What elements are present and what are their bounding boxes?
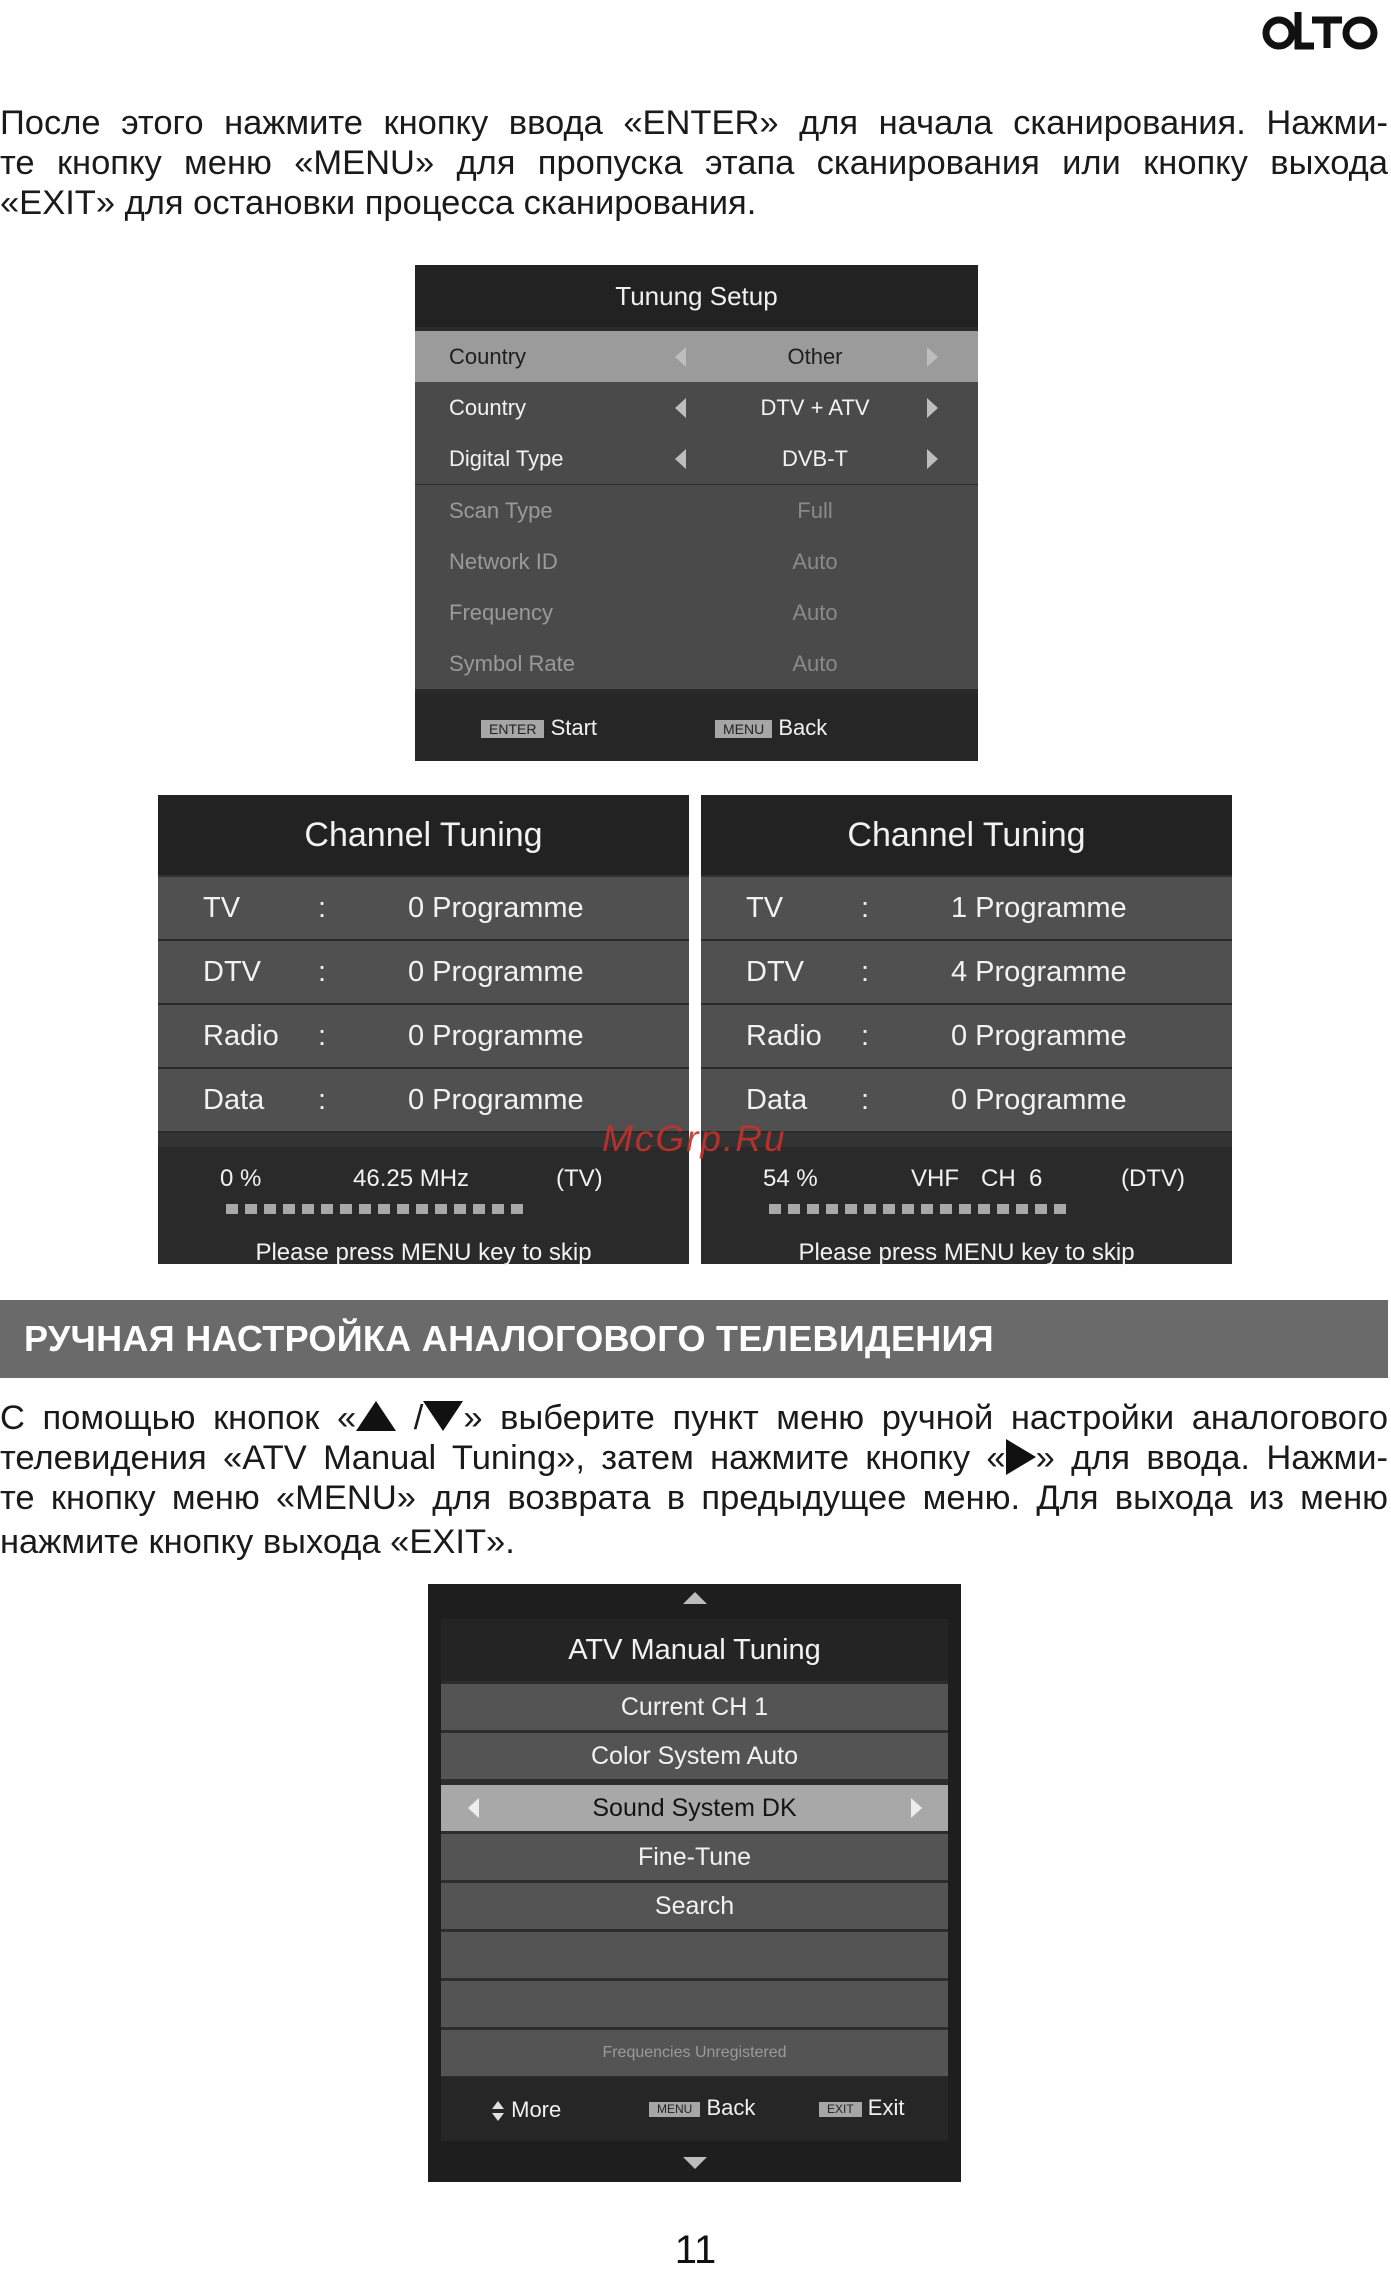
tune-type-row[interactable] <box>415 382 978 435</box>
row-sep: : <box>861 1020 870 1052</box>
dtv-count-row <box>158 941 689 1005</box>
row-key: Radio <box>746 1020 822 1052</box>
progress-segment <box>454 1204 466 1214</box>
menu-back-hint[interactable] <box>715 715 827 741</box>
row-value: 1 Programme <box>951 892 1127 924</box>
row-value: 0 Programme <box>408 1084 584 1116</box>
progress-segment <box>864 1204 876 1214</box>
scan-mode: (DTV) <box>1121 1165 1185 1192</box>
tuning-setup-title: Tunung Setup <box>415 265 978 327</box>
text-fragment: телевидения «ATV Manual Tuning», затем нажмите кнопку « <box>0 1439 1006 1477</box>
empty-item <box>441 1978 948 2027</box>
progress-segment <box>1016 1204 1028 1214</box>
progress-segment <box>978 1204 990 1214</box>
scan-frequency: 46.25 MHz <box>353 1165 470 1192</box>
scan-progress-bar <box>769 1204 1066 1214</box>
row-value: Auto <box>792 600 838 625</box>
progress-segment <box>397 1204 409 1214</box>
progress-segment <box>492 1204 504 1214</box>
page-number: 11 <box>674 2228 717 2272</box>
scan-status <box>701 1147 1232 1264</box>
scan-band: VHF <box>911 1165 959 1192</box>
exit-hint[interactable] <box>819 2095 904 2121</box>
row-value: DTV + ATV <box>760 395 870 420</box>
item-label: Sound System DK <box>592 1794 797 1822</box>
row-value: 0 Programme <box>951 1020 1127 1052</box>
progress-segment <box>435 1204 447 1214</box>
intro-line: «EXIT» для остановки процесса сканирования. <box>0 184 757 222</box>
progress-segment <box>921 1204 933 1214</box>
atv-manual-tuning-panel <box>428 1584 961 2182</box>
up-arrow-icon <box>356 1401 396 1431</box>
network-id-row <box>415 536 978 589</box>
channel-tuning-title: Channel Tuning <box>701 795 1232 875</box>
row-value: 0 Programme <box>951 1084 1127 1116</box>
progress-segment <box>245 1204 257 1214</box>
progress-segment <box>959 1204 971 1214</box>
right-arrow-icon[interactable] <box>927 449 938 469</box>
more-label: More <box>511 2097 562 2122</box>
row-label: Frequency <box>449 600 553 625</box>
back-label: Back <box>706 2095 756 2120</box>
row-key: Radio <box>203 1020 279 1052</box>
tv-count-row <box>158 877 689 941</box>
progress-segment <box>321 1204 333 1214</box>
country-row[interactable] <box>415 331 978 384</box>
right-arrow-icon[interactable] <box>911 1798 922 1818</box>
menu-key-icon: MENU <box>715 720 772 738</box>
progress-segment <box>226 1204 238 1214</box>
row-key: Data <box>203 1084 265 1116</box>
body-line <box>0 1398 1388 1438</box>
row-value: 0 Programme <box>408 956 584 988</box>
row-value: DVB-T <box>782 446 848 471</box>
search-item[interactable]: Search <box>441 1880 948 1929</box>
menu-key-icon: MENU <box>649 2102 700 2117</box>
row-sep: : <box>318 892 327 924</box>
text-fragment: » выберите пункт меню ручной настройки аналогового <box>463 1399 1389 1437</box>
atv-menu <box>441 1619 948 2141</box>
row-value: Auto <box>792 549 838 574</box>
left-arrow-icon[interactable] <box>468 1798 479 1818</box>
row-label: Digital Type <box>449 446 564 471</box>
channel-tuning-panel-progress <box>701 795 1232 1264</box>
up-down-icon <box>491 2100 505 2122</box>
progress-segment <box>883 1204 895 1214</box>
channel-tuning-title: Channel Tuning <box>158 795 689 875</box>
tv-count-row <box>701 877 1232 941</box>
row-value: Auto <box>792 651 838 676</box>
row-key: TV <box>746 892 784 924</box>
text-fragment: С помощью кнопок « <box>0 1399 357 1437</box>
body-line: нажмите кнопку выхода «EXIT». <box>0 1523 515 1561</box>
intro-paragraph <box>0 103 1388 223</box>
fine-tune-item[interactable]: Fine-Tune <box>441 1831 948 1880</box>
row-sep: : <box>318 956 327 988</box>
progress-segment <box>788 1204 800 1214</box>
skip-hint: Please press MENU key to skip <box>798 1239 1135 1266</box>
right-arrow-icon <box>1006 1439 1036 1475</box>
row-key: DTV <box>746 956 804 988</box>
progress-segment <box>826 1204 838 1214</box>
progress-segment <box>1054 1204 1066 1214</box>
progress-segment <box>940 1204 952 1214</box>
row-sep: : <box>861 1084 870 1116</box>
right-arrow-icon[interactable] <box>927 398 938 418</box>
scan-progress-bar <box>226 1204 523 1214</box>
right-arrow-icon[interactable] <box>927 347 938 367</box>
row-value: 0 Programme <box>408 892 584 924</box>
row-sep: : <box>318 1084 327 1116</box>
scan-channel: CH 6 <box>981 1165 1043 1192</box>
progress-segment <box>359 1204 371 1214</box>
skip-hint: Please press MENU key to skip <box>255 1239 592 1266</box>
progress-segment <box>340 1204 352 1214</box>
tuning-setup-panel <box>415 265 978 761</box>
atv-title: ATV Manual Tuning <box>441 1619 948 1681</box>
scan-type-row <box>415 485 978 538</box>
empty-item <box>441 1929 948 1978</box>
progress-segment <box>511 1204 523 1214</box>
exit-key-icon: EXIT <box>819 2102 862 2117</box>
sound-system-item[interactable] <box>441 1782 948 1831</box>
watermark: McGrp.Ru <box>602 1118 787 1159</box>
atv-footer <box>441 2077 948 2141</box>
radio-count-row <box>701 1005 1232 1069</box>
row-value: Full <box>797 498 833 523</box>
olto-logo <box>1262 4 1382 60</box>
channel-tuning-panel-start <box>158 795 689 1264</box>
row-label: Country <box>449 395 527 420</box>
progress-segment <box>264 1204 276 1214</box>
row-value: Other <box>787 344 843 369</box>
progress-segment <box>1035 1204 1047 1214</box>
progress-segment <box>845 1204 857 1214</box>
enter-key-icon: ENTER <box>481 720 544 738</box>
progress-segment <box>769 1204 781 1214</box>
row-key: Data <box>746 1084 808 1116</box>
row-label: Scan Type <box>449 498 553 523</box>
intro-line: После этого нажмите кнопку ввода «ENTER» для начала сканирования. Нажми- <box>0 104 1388 142</box>
row-sep: : <box>861 892 870 924</box>
scan-percent: 54 % <box>763 1165 818 1192</box>
menu-back-hint[interactable] <box>649 2095 755 2121</box>
section-title: РУЧНАЯ НАСТРОЙКА АНАЛОГОВОГО ТЕЛЕВИДЕНИЯ <box>0 1300 1388 1378</box>
color-system-item[interactable]: Color System Auto <box>441 1730 948 1779</box>
back-label: Back <box>778 715 828 740</box>
symbol-rate-row <box>415 638 978 691</box>
body-line: те кнопку меню «MENU» для возврата в предыдущее меню. Для выхода из меню <box>0 1479 1388 1517</box>
dtv-count-row <box>701 941 1232 1005</box>
progress-segment <box>473 1204 485 1214</box>
scan-mode: (TV) <box>556 1165 603 1192</box>
more-hint[interactable] <box>491 2097 561 2123</box>
progress-segment <box>997 1204 1009 1214</box>
tuning-setup-footer <box>415 693 978 761</box>
progress-segment <box>302 1204 314 1214</box>
scroll-up-icon[interactable] <box>683 1592 707 1604</box>
row-sep: : <box>861 956 870 988</box>
row-label: Country <box>449 344 527 369</box>
intro-line: те кнопку меню «MENU» для пропуска этапа сканирования или кнопку выхода <box>0 144 1388 182</box>
row-key: DTV <box>203 956 261 988</box>
row-value: 0 Programme <box>408 1020 584 1052</box>
exit-label: Exit <box>867 2095 905 2120</box>
frequency-status: Frequencies Unregistered <box>441 2027 948 2076</box>
start-label: Start <box>550 715 598 740</box>
body-line <box>0 1438 1388 1478</box>
progress-segment <box>807 1204 819 1214</box>
progress-segment <box>416 1204 428 1214</box>
progress-segment <box>283 1204 295 1214</box>
row-key: TV <box>203 892 241 924</box>
down-arrow-icon <box>423 1401 463 1431</box>
text-fragment: » для ввода. Нажми- <box>1035 1439 1388 1477</box>
frequency-row <box>415 587 978 640</box>
row-sep: : <box>318 1020 327 1052</box>
progress-segment <box>902 1204 914 1214</box>
row-value: 4 Programme <box>951 956 1127 988</box>
scroll-down-icon[interactable] <box>683 2157 707 2169</box>
scan-status <box>158 1147 689 1264</box>
text-fragment: / <box>396 1399 424 1437</box>
row-label: Symbol Rate <box>449 651 575 676</box>
progress-segment <box>378 1204 390 1214</box>
radio-count-row <box>158 1005 689 1069</box>
enter-start-hint[interactable] <box>481 715 597 741</box>
scan-percent: 0 % <box>220 1165 262 1192</box>
digital-type-row[interactable] <box>415 433 978 486</box>
current-ch-item[interactable]: Current CH 1 <box>441 1681 948 1730</box>
manual-tuning-paragraph <box>0 1398 1388 1562</box>
row-label: Network ID <box>449 549 558 574</box>
